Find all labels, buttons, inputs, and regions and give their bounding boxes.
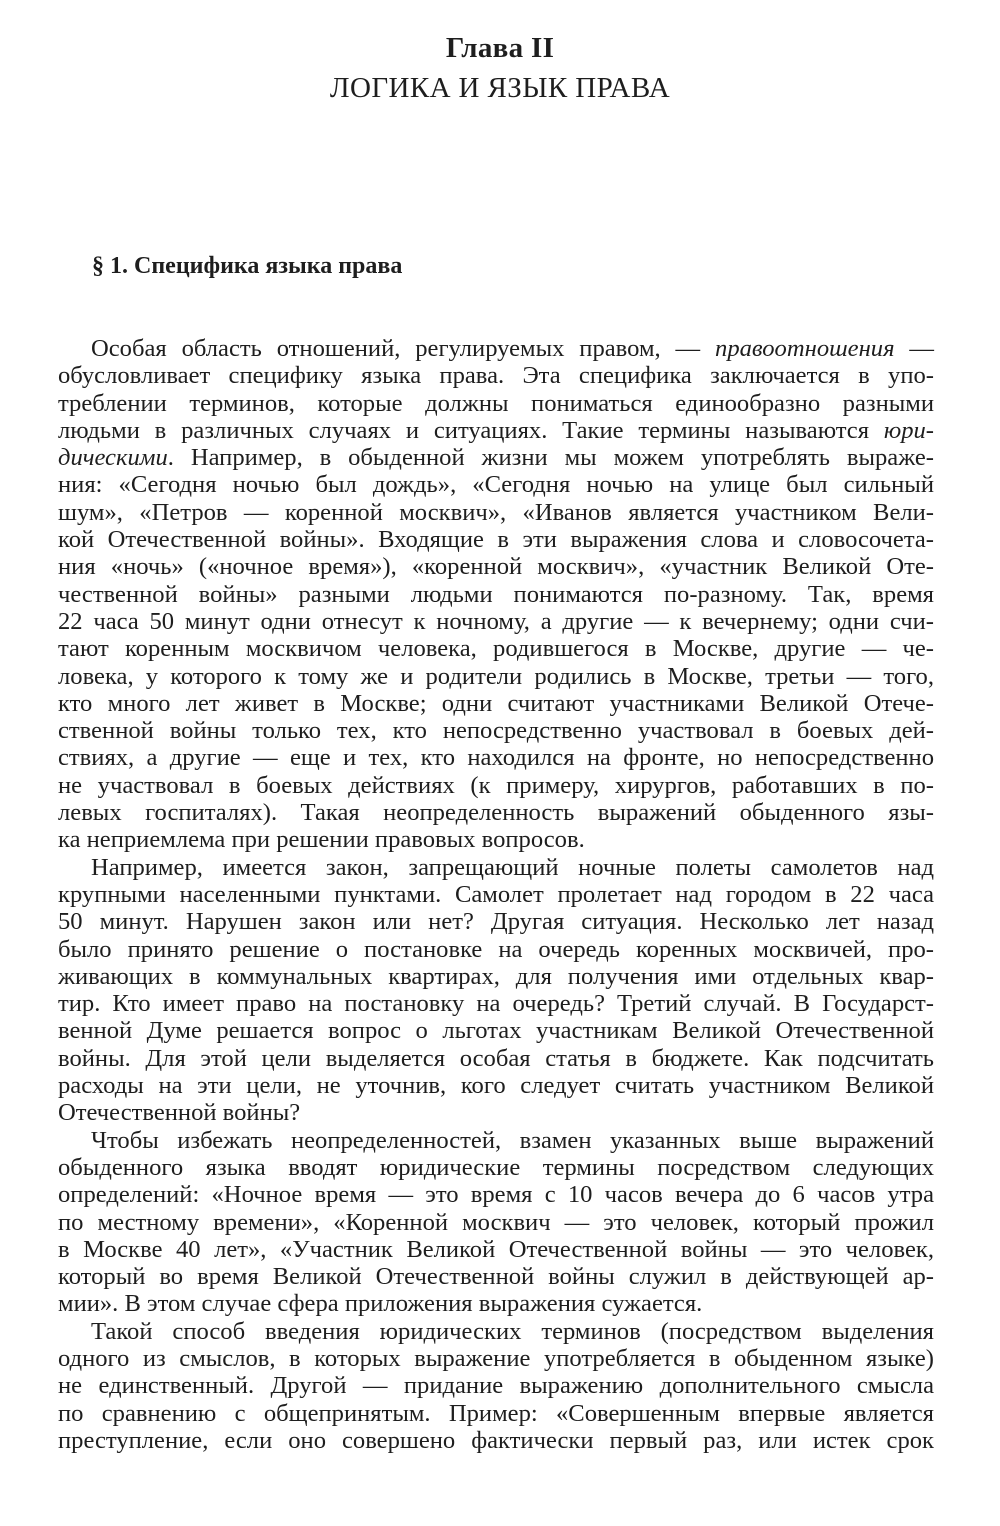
text-line: тают коренным москвичом человека, родившегося в Москве, другие — че- [58, 635, 934, 663]
text-line: ственной войны только тех, кто непосредственно участвовал в боевых дей- [58, 717, 934, 745]
text-line: крупными населенными пунктами. Самолет пролетает над городом в 22 часа [58, 880, 934, 908]
text-line: по местному времени», «Коренной москвич — это человек, который прожил [58, 1208, 934, 1236]
text-line: который во время Великой Отечественной войны служил в действующей ар- [58, 1263, 934, 1291]
text-line: в Москве 40 лет», «Участник Великой Отечественной войны — это человек, [58, 1235, 934, 1263]
text-line: расходы на эти цели, не уточнив, кого следует считать участником Великой [58, 1072, 934, 1100]
paragraph [58, 1318, 934, 1454]
chapter-title: ЛОГИКА И ЯЗЫК ПРАВА [329, 72, 671, 104]
text-line: не участвовал в боевых действиях (к примеру, хирургов, работавших в по- [58, 771, 934, 799]
text-line: одного из смыслов, в которых выражение употребляется в обыденном языке) [58, 1344, 934, 1372]
text-line: тир. Кто имеет право на постановку на очередь? Третий случай. В Государст- [58, 990, 934, 1018]
text-line: Отечественной войны? [58, 1099, 301, 1127]
text-line: треблении терминов, которые должны пониматься единообразно разными [58, 389, 934, 417]
section-heading: § 1. Специфика языка права [92, 253, 403, 279]
text-line: ловека, у которого к тому же и родители родились в Москве, третьи — того, [58, 662, 934, 690]
text-line: людьми в различных случаях и ситуациях. Такие термины называются юри- [58, 416, 934, 444]
text-line: определений: «Ночное время — это время с 10 часов вечера до 6 часов утра [58, 1181, 934, 1209]
chapter-header [0, 28, 1000, 108]
text-line: преступление, если оно совершено фактически первый раз, или истек срок [58, 1426, 934, 1454]
text-line: обусловливает специфику языка права. Эта специфика заключается в упо- [58, 362, 934, 390]
text-line: кто много лет живет в Москве; одни считают участниками Великой Отече- [58, 689, 934, 717]
paragraph [58, 335, 934, 854]
text-line: 22 часа 50 минут одни отнесут к ночному, а другие — к вечернему; одни счи- [58, 607, 934, 635]
text-line: дическими. Например, в обыденной жизни мы можем употреблять выраже- [58, 444, 934, 472]
text-line: ния «ночь» («ночное время»), «коренной москвич», «участник Великой Оте- [58, 553, 934, 581]
text-line: ка неприемлема при решении правовых вопросов. [58, 826, 585, 854]
paragraph [58, 854, 934, 1127]
text-line: по сравнению с общепринятым. Пример: «Совершенным впервые является [58, 1399, 934, 1427]
text-line: чественной войны» разными людьми понимаются по-разному. Так, время [58, 580, 934, 608]
text-line: 50 минут. Нарушен закон или нет? Другая ситуация. Несколько лет назад [58, 908, 934, 936]
text-line: Особая область отношений, регулируемых правом, — правоотношения — [91, 335, 934, 362]
text-line: левых госпиталях). Такая неопределенность выражений обыденного язы- [58, 799, 934, 827]
text-line: Например, имеется закон, запрещающий ночные полеты самолетов над [91, 853, 934, 881]
text-line: обыденного языка вводят юридические термины посредством следующих [58, 1153, 934, 1181]
text-line: было принято решение о постановке на очередь коренных москвичей, про- [58, 935, 934, 963]
text-line: Чтобы избежать неопределенностей, взамен указанных выше выражений [91, 1126, 934, 1154]
chapter-number: Глава II [445, 32, 555, 64]
italic-term: юри- [883, 416, 934, 444]
italic-term: правоотношения [715, 335, 895, 362]
text-line: венной Думе решается вопрос о льготах участникам Великой Отечественной [58, 1017, 934, 1045]
body-text [58, 335, 934, 1454]
text-line: ния: «Сегодня ночью был дождь», «Сегодня ночью на улице был сильный [58, 471, 934, 499]
text-line: шум», «Петров — коренной москвич», «Иванов является участником Вели- [58, 498, 934, 526]
italic-term: дическими [58, 444, 168, 472]
text-line: войны. Для этой цели выделяется особая статья в бюджете. Как подсчитать [58, 1044, 934, 1072]
text-line: кой Отечественной войны». Входящие в эти выражения слова и словосочета- [58, 526, 934, 554]
text-line: мии». В этом случае сфера приложения выражения сужается. [58, 1290, 703, 1318]
text-line: Такой способ введения юридических терминов (посредством выделения [91, 1317, 934, 1345]
text-line: живающих в коммунальных квартирах, для получения ими отдельных квар- [58, 962, 934, 990]
paragraph [58, 1127, 934, 1318]
text-line: не единственный. Другой — придание выражению дополнительного смысла [58, 1372, 934, 1400]
text-line: ствиях, а другие — еще и тех, кто находился на фронте, но непосредственно [58, 744, 934, 772]
